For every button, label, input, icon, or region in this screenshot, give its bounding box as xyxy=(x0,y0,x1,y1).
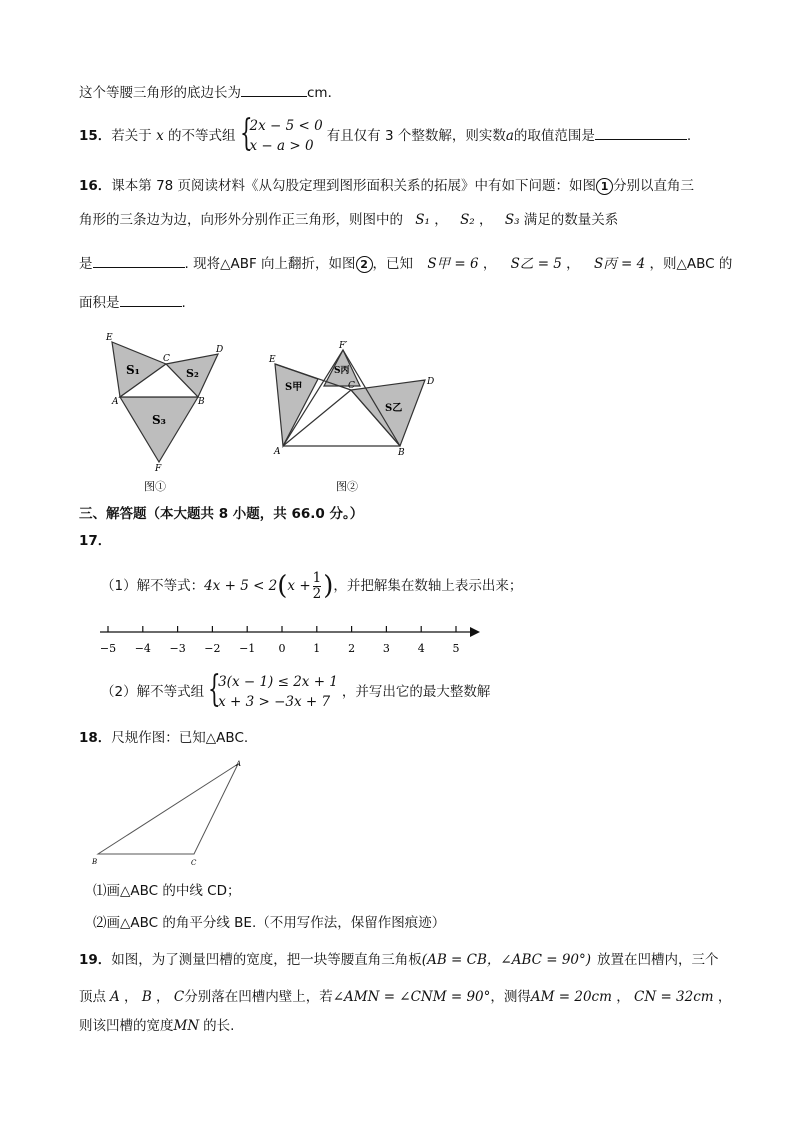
label-s2: S₂ xyxy=(186,367,199,380)
tick-label: −3 xyxy=(169,642,186,655)
label-a: A xyxy=(236,760,242,768)
number-line xyxy=(96,620,486,660)
q16-line-2: 角形的三条边为边，向形外分别作正三角形，则图中的 S₁ ， S₂ ， S₃ 满足的数量关系 xyxy=(79,212,619,228)
triangle-abc xyxy=(90,758,250,870)
section-header: 三、解答题（本大题共 8 小题，共 66.0 分。） xyxy=(79,506,364,522)
label-d: D xyxy=(216,345,224,355)
q16-line-4: 面积是 . xyxy=(79,292,186,313)
fig2-caption: 图② xyxy=(336,480,358,493)
label-f: F xyxy=(155,464,162,474)
q18-item-1: ⑴画△ABC 的中线 CD； xyxy=(93,883,241,899)
q16-line-3: 是 . 现将△ABF 向上翻折，如图 2 ，已知 S甲 = 6 ， S乙 = 5 ， S丙 = 4 ，则△ABC 的 xyxy=(79,253,732,274)
label-a: A xyxy=(274,447,281,457)
label-d: D xyxy=(427,377,435,387)
figure-2 xyxy=(262,335,447,500)
tick-label: −1 xyxy=(239,642,256,655)
label-c: C xyxy=(163,354,170,364)
answer-blank[interactable] xyxy=(241,82,307,97)
tick-label: −2 xyxy=(204,642,221,655)
inequality-system: { 3(x − 1) ≤ 2x + 1 x + 3 > −3x + 7 xyxy=(208,669,338,710)
inequality-system: { 2x − 5 < 0 x − a > 0 xyxy=(239,113,323,154)
circled-number: 1 xyxy=(596,178,613,195)
label-sbing: S丙 xyxy=(334,366,350,376)
label-f-prime: F′ xyxy=(339,341,348,351)
q17-part1: （1）解不等式：4x + 5 < 2(x + $\frac{1}{2}$ )，并把解集在数轴上表示出来； xyxy=(101,569,523,602)
q15-line: 15．若关于 x 的不等式组 { 2x − 5 < 0 x − a > 0 有且仅有 3 个整数解，则实数a的取值范围是 . xyxy=(79,113,692,154)
answer-blank[interactable] xyxy=(595,125,687,140)
label-c: C xyxy=(348,381,355,391)
label-b: B xyxy=(198,397,205,407)
label-s1: S₁ xyxy=(126,363,140,377)
q18-item-2: ⑵画△ABC 的角平分线 BE.（不用写作法，保留作图痕迹） xyxy=(93,915,446,931)
answer-blank[interactable] xyxy=(93,253,185,268)
label-b: B xyxy=(398,448,405,458)
label-a: A xyxy=(112,397,119,407)
q17-number: 17． xyxy=(79,533,112,549)
arrow-right-icon xyxy=(470,627,480,637)
label-s3: S₃ xyxy=(152,413,166,427)
circled-number: 2 xyxy=(356,256,373,273)
q14-tail-line: 这个等腰三角形的底边长为 cm． xyxy=(79,82,341,103)
label-syi: S乙 xyxy=(385,403,403,414)
q17-part2: （2）解不等式组 { 3(x − 1) ≤ 2x + 1 x + 3 > −3x + 7 ，并写出它的最大整数解 xyxy=(101,669,491,710)
q19-line-3: 则该凹槽的宽度MN 的长. xyxy=(79,1018,235,1034)
q19-line-2: 顶点 A ， B ， C分别落在凹槽内壁上，若∠AMN = ∠CNM = 90°，测得AM = 20cm ， CN = 32cm ， xyxy=(79,989,732,1005)
q19-line-1: 19．如图，为了测量凹槽的宽度，把一块等腰直角三角板(AB = CB，∠ABC = 90°) 放置在凹槽内，三个 xyxy=(79,952,719,968)
label-e: E xyxy=(106,333,113,343)
triangle-s3 xyxy=(120,397,198,462)
tick-label: 0 xyxy=(278,642,286,655)
q16-line-1: 16．课本第 78 页阅读材料《从勾股定理到图形面积关系的拓展》中有如下问题：如图 1 分别以直角三 xyxy=(79,178,695,194)
tick-label: 1 xyxy=(313,642,321,655)
label-e: E xyxy=(269,355,276,365)
fig1-caption: 图① xyxy=(144,480,166,493)
tick-label: 3 xyxy=(382,642,390,655)
q18-line: 18．尺规作图：已知△ABC. xyxy=(79,730,249,746)
tick-label: 4 xyxy=(417,642,425,655)
tick-label: 2 xyxy=(348,642,356,655)
tick-label: 5 xyxy=(452,642,460,655)
answer-blank[interactable] xyxy=(120,292,182,307)
label-sjia: S甲 xyxy=(285,382,303,393)
tick-label: −4 xyxy=(134,642,151,655)
label-c: C xyxy=(191,859,197,867)
figure-1 xyxy=(100,330,235,500)
label-b: B xyxy=(92,858,98,866)
tick-label: −5 xyxy=(99,642,117,655)
